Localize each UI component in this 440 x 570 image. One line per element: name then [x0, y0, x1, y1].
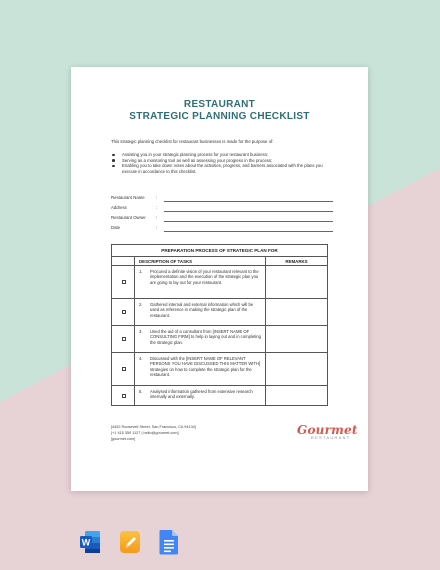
fill-line[interactable] [164, 201, 333, 202]
fill-line[interactable] [164, 221, 333, 222]
task-text: Discussed with the [INSERT NAME OF RELEVANT PERSONS YOU HAVE DISCUSSED THIS MATTER WITH] strategies on how to complete the strategic plan for the restaurant. [150, 356, 261, 378]
document-title-line2: STRATEGIC PLANNING CHECKLIST [129, 111, 310, 122]
field-label: Restaurant Name [111, 195, 145, 200]
field-date[interactable]: Date : [111, 225, 333, 233]
field-address[interactable]: Address : [111, 205, 333, 213]
document-page [71, 67, 368, 491]
footer-address: [4452 Roosevelt Street, San Francisco, CA 94134] [111, 425, 196, 429]
task-text: Gathered internal and external information which will be used as reference in making the strategic plan of the restaurant. [150, 302, 254, 318]
remarks-cell[interactable] [266, 386, 327, 405]
field-label: Address [111, 205, 127, 210]
remarks-cell[interactable] [266, 353, 327, 385]
field-restaurant-name[interactable]: Restaurant Name : [111, 195, 333, 203]
footer-contact [111, 424, 196, 442]
field-label: Restaurant Owner [111, 215, 146, 220]
svg-text:W: W [81, 537, 91, 548]
word-icon[interactable] [79, 529, 101, 555]
remarks-cell[interactable] [266, 326, 327, 352]
remarks-cell[interactable] [266, 299, 327, 325]
task-text: Analysed information gathered from extensive research internally and externally. [150, 389, 253, 400]
table-row: 4. Discussed with the [INSERT NAME OF RELEVANT PERSONS YOU HAVE DISCUSSED THIS MATTER WITH] strategies on how to complete the strategic plan for the restaurant. [112, 352, 327, 385]
column-header-description: DESCRIPTION OF TASKS [139, 259, 193, 265]
fill-line[interactable] [164, 231, 333, 232]
checkbox[interactable] [122, 337, 126, 341]
checkbox[interactable] [122, 394, 126, 398]
list-item: Assisting you in your strategic planning process for your restaurant business; [111, 152, 336, 158]
field-restaurant-owner[interactable]: Restaurant Owner : [111, 215, 333, 223]
footer-phone-email: [+1 415 359 1127 | hello@gourmet.com] [111, 431, 179, 435]
purpose-list [111, 152, 336, 174]
table-title: PREPARATION PROCESS OF STRATEGIC PLAN FOR [161, 247, 278, 253]
checkbox[interactable] [122, 280, 126, 284]
checklist-table [111, 244, 328, 406]
table-row: 3. Used the aid of a consultant from [INSERT NAME OF CONSULTING FIRM] to help in laying out and in completing the strategic plan. [112, 325, 327, 352]
intro-text: This strategic planning checklist for restaurant businesses is made for the purpose of: [111, 139, 274, 144]
google-docs-icon[interactable] [158, 529, 180, 555]
table-row: 5. Analysed information gathered from extensive research internally and externally. [112, 385, 327, 405]
footer-website: [gourmet.com] [111, 437, 136, 441]
task-text: Procured a definite vision of your restaurant relevant to the implementation and the execution of the strategic plan you are going to lay out for your restaurant. [150, 269, 259, 285]
logo-brand: Gourmet [297, 423, 358, 437]
gourmet-logo [297, 423, 357, 440]
document-title-line1: RESTAURANT [183, 99, 256, 110]
list-item: Serving as a monitoring tool as well as assessing your progress in the process; [111, 158, 336, 164]
table-row: 1. Procured a definite vision of your restaurant relevant to the implementation and the execution of the strategic plan you are going to lay out for your restaurant. [112, 265, 327, 298]
column-header-remarks: REMARKS [285, 259, 308, 265]
remarks-cell[interactable] [266, 266, 327, 298]
table-row: 2. Gathered internal and external information which will be used as reference in making the strategic plan of the restaurant. [112, 298, 327, 325]
fill-line[interactable] [164, 211, 333, 212]
list-item: Enabling you to take down notes about the activities, progress, and barriers associated with the plans you execute in accordance to this checklist. [111, 163, 336, 174]
checkbox[interactable] [122, 310, 126, 314]
pages-icon[interactable] [119, 529, 141, 555]
task-text: Used the aid of a consultant from [INSERT NAME OF CONSULTING FIRM] to help in laying out and in completing the strategic plan. [150, 329, 261, 345]
logo-subtitle: RESTAURANT [311, 436, 351, 440]
checkbox[interactable] [122, 367, 126, 371]
field-label: Date [111, 225, 121, 230]
